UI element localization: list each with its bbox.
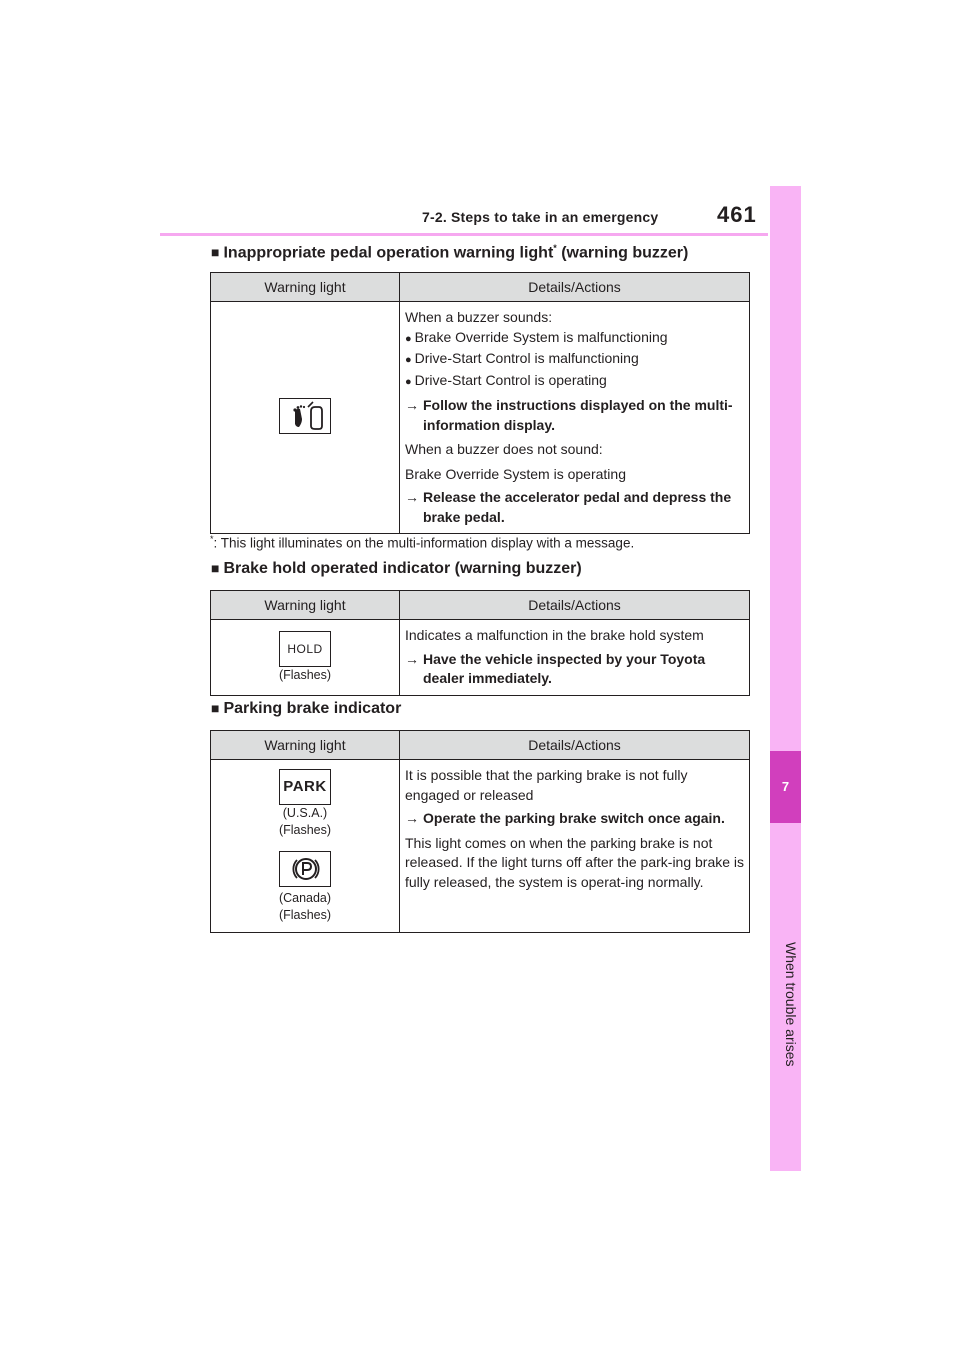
table-header-row xyxy=(211,591,750,620)
square-bullet-icon: ■ xyxy=(211,244,220,261)
chapter-side-tab xyxy=(770,186,801,1171)
light-cell: PARK (U.S.A.) (Flashes) (Canada) (Flashes) xyxy=(211,760,400,933)
parking-brake-table xyxy=(210,730,750,933)
table-row xyxy=(211,620,750,696)
hold-indicator-icon: HOLD xyxy=(279,631,331,667)
square-bullet-icon: ■ xyxy=(211,700,220,716)
light-cell xyxy=(211,302,400,534)
table-row xyxy=(211,302,750,534)
list-item: ● Drive-Start Control is operating xyxy=(405,371,745,393)
chapter-label: When trouble arises xyxy=(783,942,799,1067)
action-text: → Have the vehicle inspected by your Toyota dealer immediately. xyxy=(405,650,706,686)
header-rule xyxy=(160,233,768,236)
column-header-details: Details/Actions xyxy=(400,273,750,302)
column-header-details: Details/Actions xyxy=(400,731,750,760)
pedal-warning-table xyxy=(210,272,750,534)
square-bullet-icon: ■ xyxy=(211,560,220,576)
section-title-parking-brake: ■ Parking brake indicator xyxy=(211,700,402,717)
light-cell xyxy=(211,620,400,696)
park-indicator-icon: PARK xyxy=(279,769,331,805)
arrow-icon: → xyxy=(405,397,419,413)
flashes-caption: (Flashes) xyxy=(278,667,332,682)
arrow-icon: → xyxy=(405,489,419,505)
section-title-pedal-warning: ■ Inappropriate pedal operation warning light* (warning buzzer) xyxy=(211,243,689,262)
list-item: ● Brake Override System is malfunctioning xyxy=(405,328,745,350)
footnote-mark: * xyxy=(553,243,557,253)
table-header-row xyxy=(211,273,750,302)
arrow-icon: → xyxy=(405,810,419,826)
column-header-light: Warning light xyxy=(211,273,400,302)
column-header-light: Warning light xyxy=(211,591,400,620)
footnote: *: This light illuminates on the multi-information display with a message. xyxy=(210,534,635,551)
pedal-operation-warning-icon xyxy=(279,398,331,434)
brake-hold-table xyxy=(210,590,750,696)
column-header-details: Details/Actions xyxy=(400,591,750,620)
list-item: ● Drive-Start Control is malfunctioning xyxy=(405,349,745,371)
page-number: 461 xyxy=(717,202,757,227)
page-header xyxy=(160,200,768,236)
arrow-icon: → xyxy=(405,650,419,667)
table-row xyxy=(211,760,750,933)
parking-brake-p-icon xyxy=(279,851,331,887)
section-title-brake-hold: ■ Brake hold operated indicator (warning buzzer) xyxy=(211,560,582,577)
details-cell: Indicates a malfunction in the brake hold system → Have the vehicle inspected by your Toyota dealer immediately. xyxy=(400,620,750,696)
action-text: → Operate the parking brake switch once again. xyxy=(405,809,745,829)
table-header-row xyxy=(211,731,750,760)
action-text: → Follow the instructions displayed on the multi-information display. xyxy=(405,397,733,433)
chapter-number: 7 xyxy=(770,751,801,823)
column-header-light: Warning light xyxy=(211,731,400,760)
section-heading: 7-2. Steps to take in an emergency xyxy=(422,209,659,225)
details-cell: It is possible that the parking brake is not fully engaged or released → Operate the parking brake switch once again. This light comes on when the parking brake is not released. If the light turns off after the park-ing brake is fully released, the system is operat-ing normally. xyxy=(400,760,750,933)
details-cell: When a buzzer sounds: ● Brake Override System is malfunctioning ● Drive-Start Control is malfunctioning ● Drive-Start Control is operating → Follow the instructions displayed on the multi-information display. When a buzzer does not sound: Brake Override System is operating → Release the accelerator pedal and depress the brake pedal. xyxy=(400,302,750,534)
action-text: → Release the accelerator pedal and depress the brake pedal. xyxy=(405,489,732,525)
